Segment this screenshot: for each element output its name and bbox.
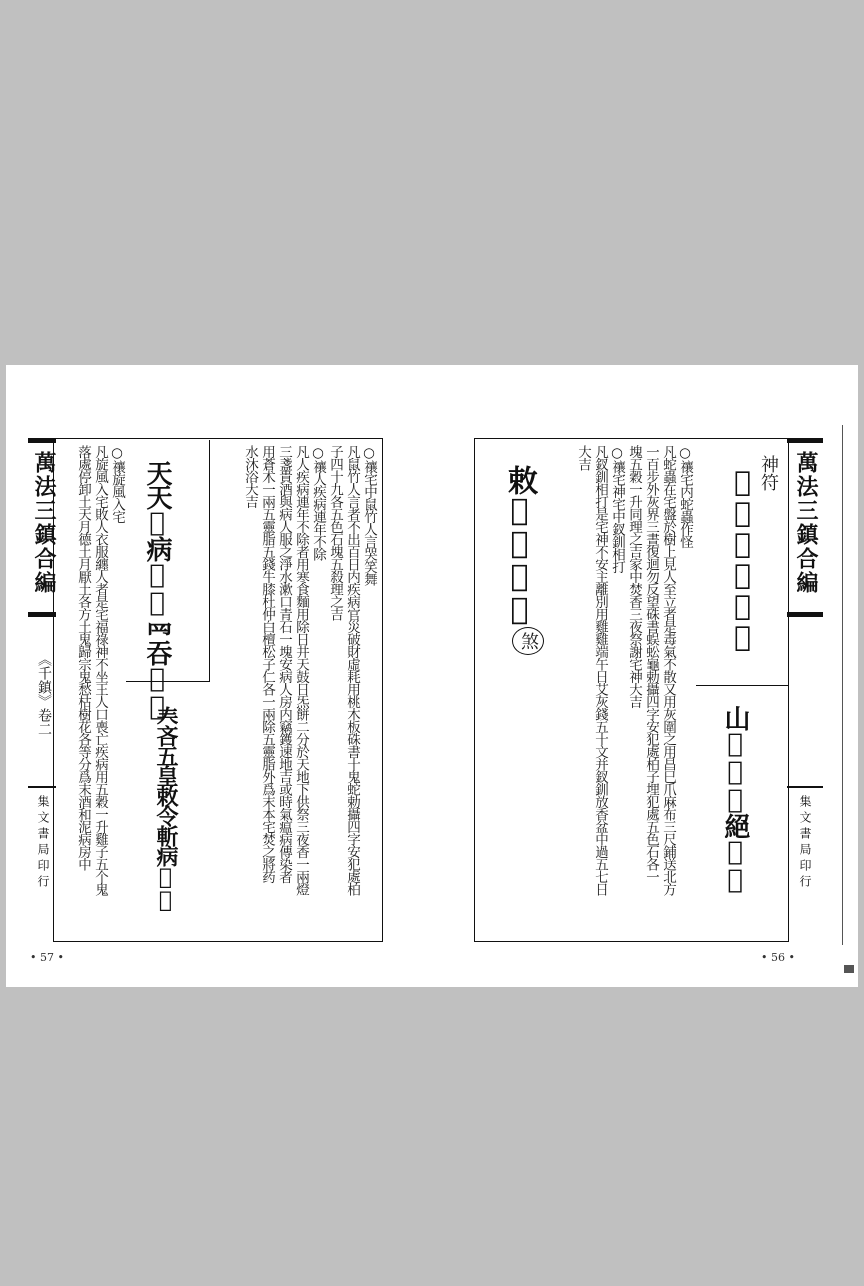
right-talisman-2: 敕𫝀𫝀𫝀𫝀 <box>502 465 537 625</box>
left-publisher: 集文書局印行 <box>36 795 50 891</box>
right-page-number: • 56 • <box>761 951 795 964</box>
right-col-7: 大吉 <box>575 445 591 470</box>
right-talisman-1-label: 神符 <box>758 455 779 491</box>
right-col-2: 凡蛇蟲在宅盤於樹上見人至立者是毒氣不散又用灰圍之用昌巳爪麻布三尺鋪送北方 <box>660 445 676 895</box>
right-col-6: 凡釵釧相打是宅神不安主離別用雞雞端午日艾灰錢五十文并釵釧放香盆中過五七日 <box>592 445 608 895</box>
left-header-rule <box>28 438 56 443</box>
left-col-5: 凡人疾病連年不除者用寒食麵用除日井天鼓日炁餅二分於天地下供祭三夜香一兩燈 <box>293 445 309 895</box>
left-header-rule-2 <box>28 612 56 617</box>
right-talisman-mark: 煞 <box>512 627 544 655</box>
left-col-9: ○禳旋風入宅 <box>109 445 125 523</box>
right-runner-title: 萬法三鎮合編 <box>793 451 819 595</box>
right-col-3: 一百步外灰界三晝復迴勿反望硃書蜈蚣龜勅攝四字安犯處柏子埋犯處五色石各一 <box>643 445 659 883</box>
left-talisman-1: 天天𫝀病𦚢𡭈𦉰吞𫝀𪑻 <box>142 460 172 720</box>
left-col-10: 凡旋風入宅敗人衣服纏人者是宅福祿神不坐王人口喪亡疾病用五穀一升雞子五个鬼 <box>92 445 108 895</box>
left-talisman-2: 𡗗吝五皇敕令斬病𫝀𫝀 <box>153 705 178 911</box>
left-chapter-label: 《千鎮》卷二 <box>36 652 52 736</box>
book-spread <box>6 365 858 987</box>
left-col-11: 落處停卸土天月德土月厭土各方土鬼歸宗鬼愁枯樹花各等分爲末酒和泥病房中 <box>75 445 91 870</box>
right-talisman-1: 𫝀敕𡗗𫝀𪑻𫝀 <box>726 465 759 651</box>
left-col-8: 水沐浴大吉 <box>242 445 258 508</box>
left-col-7: 用蒼术一兩五靈脂五錢牛膝杜仲白檀松子仁各一兩除五靈脂外爲末本宅焚之將药 <box>259 445 275 883</box>
right-col-4: 塊五穀一升同理之吉家中焚香三夜祭謝宅神大吉 <box>626 445 642 708</box>
left-col-6: 三盞貴酒與病人服之淨水漱口青石一塊安病人房内竊鑊速地吉或時氣瘟病傳染者 <box>276 445 292 883</box>
scan-corner-mark <box>844 965 854 973</box>
left-page-number: • 57 • <box>30 951 64 964</box>
scan-edge-mark <box>842 425 843 945</box>
left-col-1: ○禳宅中鼠竹人言哭笑舞 <box>361 445 377 585</box>
right-header-rule <box>787 438 823 443</box>
left-col-3: 子四十九各五色石塊五殺理之吉 <box>327 445 343 620</box>
right-talisman-divider-h <box>696 685 788 686</box>
left-col-2: 凡鼠竹人言者不出百日内疾病官災破財虛耗用桃木板硃書十鬼蛇勅攝四字安犯處柏 <box>344 445 360 895</box>
right-col-1: ○禳宅内蛇蟲作怪 <box>677 445 693 548</box>
right-chapter-rule <box>787 786 823 788</box>
right-publisher: 集文書局印行 <box>798 795 812 891</box>
right-talisman-3: 山𫝀𫝀𫝀絕𫝀𫝀 <box>720 705 750 893</box>
right-col-5: ○禳宅神宅中釵釧相打 <box>609 445 625 573</box>
right-header-rule-2 <box>787 612 823 617</box>
left-chapter-rule <box>28 786 56 788</box>
left-col-4: ○禳人疾病連年不除 <box>310 445 326 560</box>
left-runner-title: 萬法三鎮合編 <box>31 451 57 595</box>
left-talisman-divider-v <box>209 440 210 682</box>
